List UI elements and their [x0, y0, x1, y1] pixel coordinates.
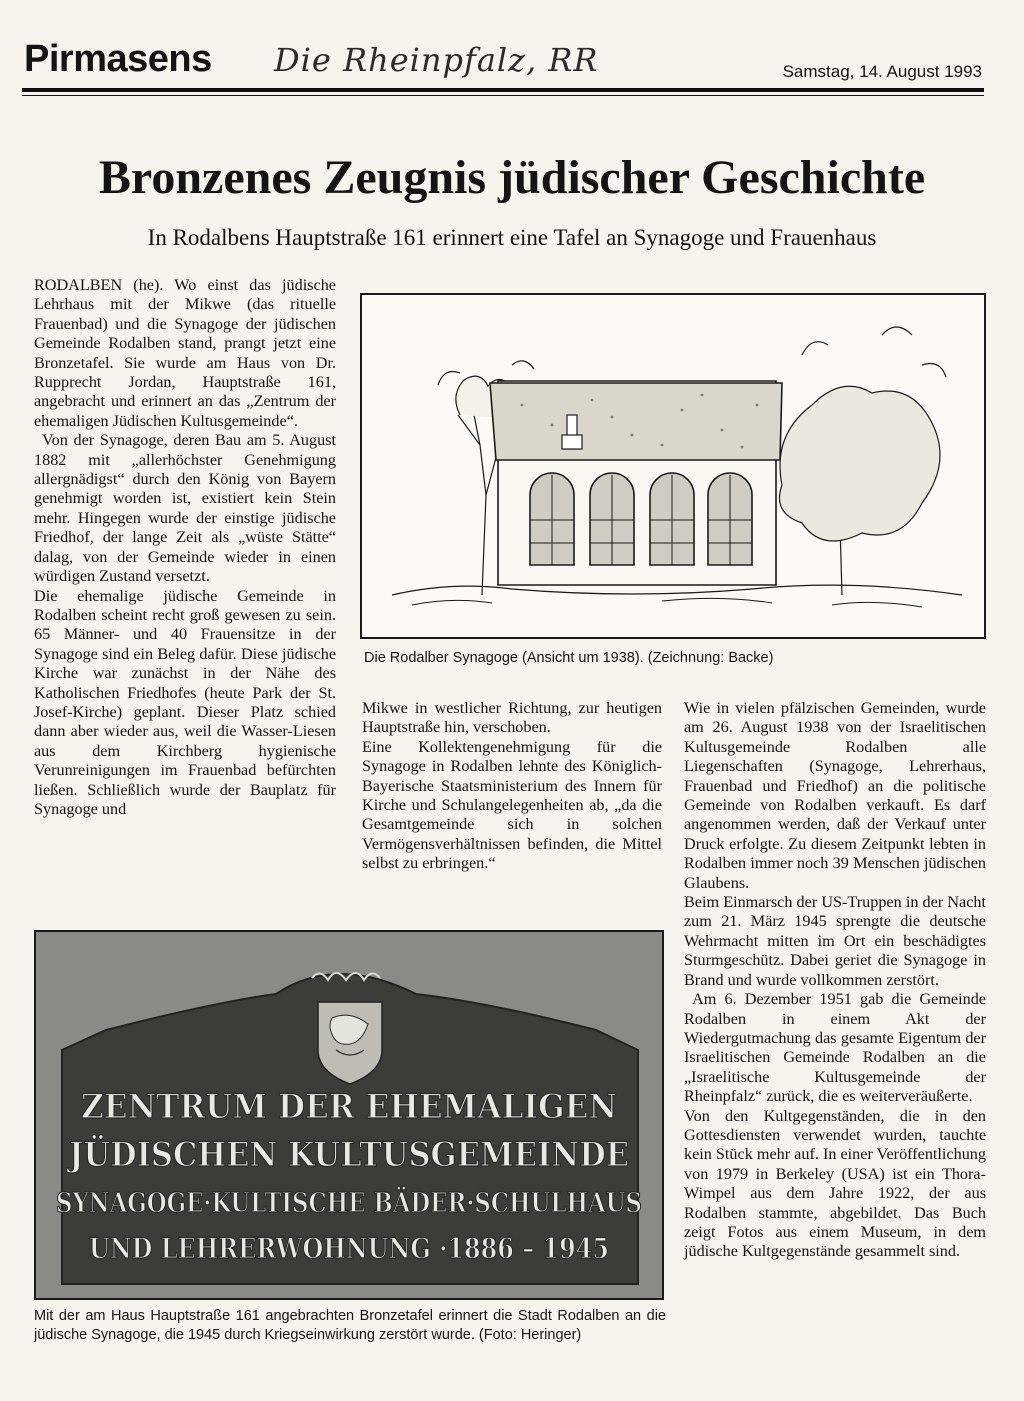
paragraph: Am 6. Dezember 1951 gab die Gemeinde Rodalben in einem Akt der Wiedergutmachung das gesamte Eigentum der Israelitischen Gemeinde Rodalben an die „Israelitische Kultusgemeinde der Rheinpfalz“ zurück, die es weiterveräußerte.: [684, 990, 986, 1106]
newspaper-section-title: Pirmasens: [24, 38, 212, 80]
masthead-rule-thin: [22, 95, 984, 96]
article-headline: Bronzenes Zeugnis jüdischer Geschichte: [98, 151, 926, 204]
article-subheadline: In Rodalbens Hauptstraße 161 erinnert eine Tafel an Synagoge und Frauenhaus: [147, 225, 877, 250]
paragraph: RODALBEN (he). Wo einst das jüdische Lehrhaus mit der Mikwe (das rituelle Frauenbad) und die Synagoge der jüdischen Gemeinde Rodalben stand, prangt jetzt eine Bronzetafel. Sie wurde am Haus von Dr. Rupprecht Jordan, Hauptstraße 161, angebracht und erinnert an das „Zentrum der ehemaligen Jüdischen Kultusgemeinde“.: [34, 276, 336, 430]
article-column-1: [34, 276, 336, 819]
article-column-3: [684, 699, 986, 1262]
plaque-caption: Mit der am Haus Hauptstraße 161 angebrachten Bronzetafel erinnert die Stadt Rodalben an die jüdische Synagoge, die 1945 durch Kriegseinwirkung zerstört wurde. (Foto: Heringer): [34, 1308, 666, 1343]
paragraph: Eine Kollektengenehmigung für die Synagoge in Rodalben lehnte des Königlich-Bayerische Staatsministerium des Innern für Kirche und Schulangelegenheiten ab, „da die Gesamtgemeinde sich in solchen Vermögensverhältnissen befinden, die Mittel selbst zu erbringen.“: [362, 737, 662, 873]
plaque-line-1: ZENTRUM DER EHEMALIGEN: [81, 1087, 617, 1127]
plaque-svg: [36, 932, 751, 1298]
plaque-line-2: JÜDISCHEN KULTUSGEMEINDE: [69, 1135, 693, 1175]
handwritten-annotation: Die Rheinpfalz, RR: [274, 41, 599, 79]
paragraph: Wie in vielen pfälzischen Gemeinden, wurde am 26. August 1938 von der Israelitischen Kultusgemeinde Rodalben alle Liegenschaften (Synagoge, Lehrerhaus, Frauenbad und Friedhof) an die politische Gemeinde von Rodalben verkauft. Es darf angenommen werden, daß der Verkauf unter Druck erfolgte. Zu diesem Zeitpunkt lebten in Rodalben immer noch 39 Menschen jüdischen Glaubens.: [684, 699, 986, 892]
synagogue-drawing: [362, 295, 984, 637]
publication-date: Samstag, 14. August 1993: [782, 62, 982, 81]
synagogue-drawing-frame: [360, 293, 986, 639]
masthead-rule: [22, 88, 984, 92]
bronze-plaque-photo: [34, 930, 751, 1300]
paragraph: Die ehemalige jüdische Gemeinde in Rodalben scheint recht groß gewesen zu sein. 65 Männer- und 40 Frauensitze in der Synagoge sind ein Beleg dafür. Diese jüdische Kirche war zunächst in der Nähe des Katholischen Friedhofes (heute Park der St. Josef-Kirche) geplant. Dieser Platz schied dann aber wieder aus, weil die Wasser-Liesen aus dem Kirchberg hygienische Verunreinigungen im Frauenbad befürchten ließen. Schließlich wurde der Bauplatz für Synagoge und: [34, 586, 336, 818]
paragraph: Mikwe in westlicher Richtung, zur heutigen Hauptstraße hin, verschoben.: [362, 699, 662, 737]
plaque-line-3: SYNAGOGE·KULTISCHE BÄDER·SCHULHAUS: [56, 1188, 751, 1219]
paragraph: Beim Einmarsch der US-Truppen in der Nacht zum 21. März 1945 sprengte die deutsche Wehrmacht mitten im Ort ein beschädigtes Sturmgeschütz. Dabei geriet die Synagoge in Brand und wurde vollkommen zerstört.: [684, 893, 986, 989]
article-column-2: [362, 699, 662, 874]
paragraph: Von den Kultgegenständen, die in den Gottesdiensten verwendet wurden, tauchte kein Stück mehr auf. In einer Veröffentlichung von 1979 in Berkeley (USA) ist ein Thora-Wimpel aus dem Jahre 1922, der aus Rodalben stammte, abgebildet. Das Buch zeigt Fotos aus einem Museum, in dem jüdische Kultgegenstände gesammelt sind.: [684, 1106, 986, 1261]
plaque-line-4: UND LEHRERWOHNUNG ·1886 – 1945: [89, 1232, 609, 1265]
drawing-caption: Die Rodalber Synagoge (Ansicht um 1938). (Zeichnung: Backe): [364, 650, 774, 666]
paragraph: Von der Synagoge, deren Bau am 5. August 1882 mit „allerhöchster Genehmigung allergnädigst“ durch den König von Bayern genehmigt worden ist, existiert kein Stein mehr. Hingegen wurde der einstige jüdische Friedhof, der lange Zeit als „wüste Stätte“ dalag, von der Gemeinde wieder in einen würdigen Zustand versetzt.: [34, 431, 336, 586]
